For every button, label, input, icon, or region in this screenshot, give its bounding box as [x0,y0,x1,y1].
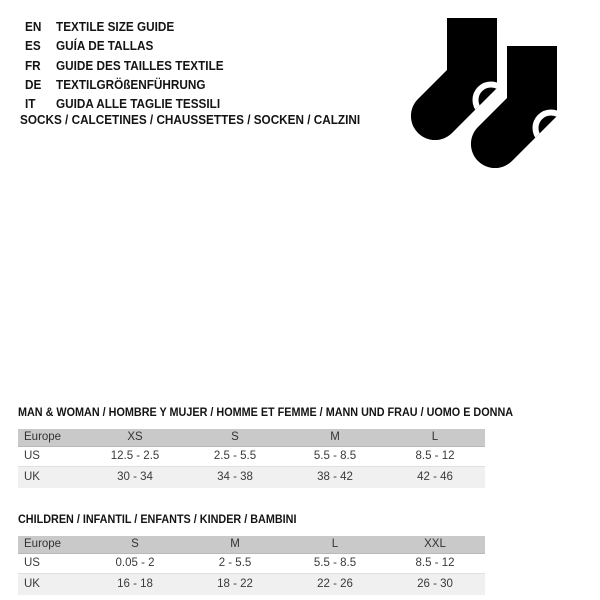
column-header-size: XXL [385,536,485,553]
row-label: UK [24,471,40,484]
size-cell: 12.5 - 2.5 [85,446,185,466]
column-header-size: M [285,429,385,446]
size-cell: 18 - 22 [217,578,253,591]
size-cell: 2.5 - 5.5 [185,446,285,466]
size-cell: 30 - 34 [117,471,153,484]
size-cell: 22 - 26 [317,578,353,591]
table-title: CHILDREN / INFANTIL / ENFANTS / KINDER / BAMBINI [18,514,297,526]
language-label: TEXTILGRÖßENFÜHRUNG [56,77,206,92]
column-header-size: S [85,536,185,553]
size-cell: 8.5 - 12 [385,446,485,466]
column-header-size: M [185,536,285,553]
column-header-region: Europe [18,536,85,553]
language-label: GUIDA ALLE TAGLIE TESSILI [56,97,221,112]
table-header-row [18,536,485,553]
language-row-de [25,76,224,95]
size-table-section-children [18,513,485,595]
column-header-size: L [385,429,485,446]
language-list [25,18,224,114]
table-row-uk [18,573,485,595]
size-cell: 38 - 42 [317,471,353,484]
language-code: ES [25,39,41,54]
column-header-region: Europe [18,429,85,446]
language-label: GUÍA DE TALLAS [56,39,154,54]
children-size-table [18,536,485,595]
size-cell: 5.5 - 8.5 [285,446,385,466]
language-label: GUIDE DES TAILLES TEXTILE [56,58,224,73]
size-cell: 34 - 38 [217,471,253,484]
language-row-es [25,37,224,56]
size-cell: 5.5 - 8.5 [285,553,385,573]
table-row-uk [18,466,485,488]
language-row-fr [25,57,224,76]
table-header-row [18,429,485,446]
language-label: TEXTILE SIZE GUIDE [56,20,175,34]
table-title: MAN & WOMAN / HOMBRE Y MUJER / HOMME ET FEMME / MANN UND FRAU / UOMO E DONNA [18,407,514,419]
language-code: EN [25,20,42,34]
column-header-size: XS [85,429,185,446]
table-row-us [18,446,485,466]
size-table-section-man-woman [18,406,514,488]
size-cell: 0.05 - 2 [85,553,185,573]
column-header-size: S [185,429,285,446]
language-code: IT [25,97,36,112]
size-cell: 8.5 - 12 [385,553,485,573]
size-cell: 26 - 30 [417,578,453,591]
size-cell: 16 - 18 [117,578,153,591]
socks-icon [398,10,570,186]
table-row-us [18,553,485,573]
language-row-en [25,18,224,37]
column-header-size: L [285,536,385,553]
row-label: UK [24,578,40,591]
man-woman-size-table [18,429,485,488]
language-code: DE [25,77,42,92]
language-code: FR [25,58,41,73]
row-label: US [18,553,85,573]
size-cell: 2 - 5.5 [185,553,285,573]
product-category-line: SOCKS / CALCETINES / CHAUSSETTES / SOCKEN / CALZINI [20,113,361,127]
size-cell: 42 - 46 [417,471,453,484]
row-label: US [18,446,85,466]
